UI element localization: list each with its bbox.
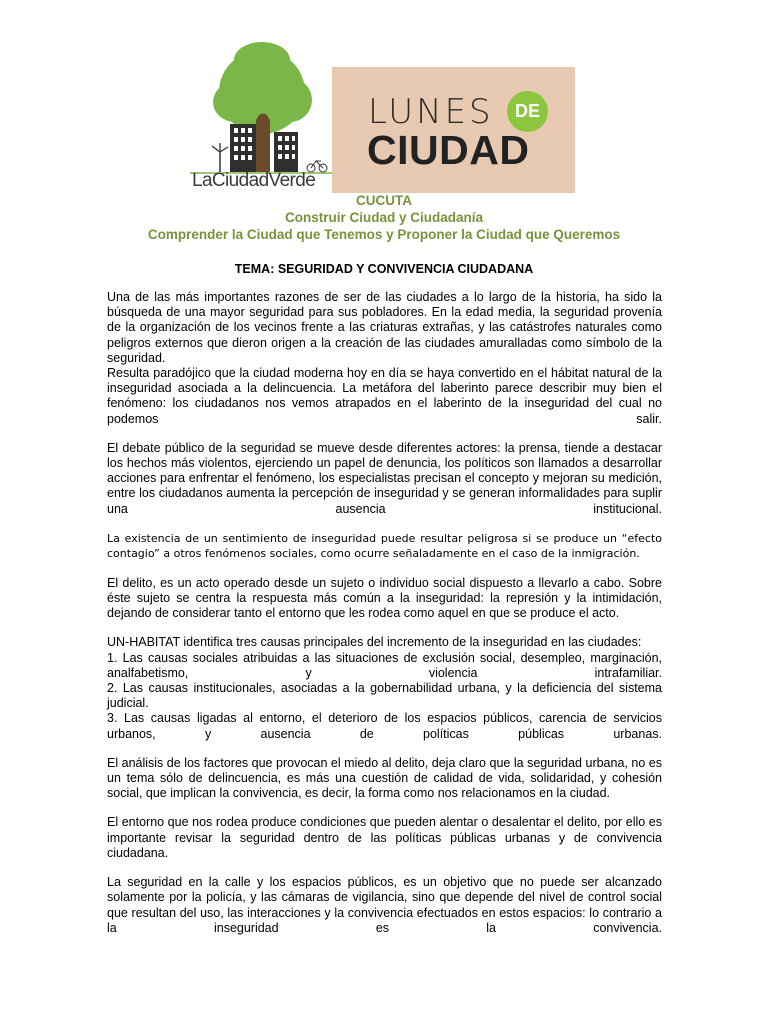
subtitle-heading: Construir Ciudad y Ciudadanía — [284, 210, 484, 225]
document-body — [107, 290, 662, 936]
paragraph: El entorno que nos rodea produce condiciones que pueden alentar o desalentar el delito, por ello es importante revisar la seguridad dentro de las políticas públicas urbanas y de convivencia ciudadana. — [107, 815, 662, 860]
paragraph: La seguridad en la calle y los espacios públicos, es un objetivo que no puede ser alcanzado solamente por la policía, y las cámaras de vigilancia, sino que depende del nivel de control social que resultan del uso, las interacciones y la convivencia efectuados en estos espacios: lo contrario a la inseguridad es la convivencia. — [107, 875, 662, 935]
logo-ciudad-word: CIUDAD — [367, 127, 530, 173]
lunes-de-ciudad-logo — [332, 67, 575, 193]
list-item: 1. Las causas sociales atribuidas a las situaciones de exclusión social, desempleo, marginación, analfabetismo, y violencia intrafamiliar. — [107, 650, 662, 680]
paragraph: La existencia de un sentimiento de inseguridad puede resultar peligrosa si se produce un “efecto contagio” a otros fenómenos sociales, como ocurre señaladamente en el caso de la inmigración. — [107, 531, 662, 561]
logo-de-badge: DE — [507, 91, 548, 132]
document-topic: TEMA: SEGURIDAD Y CONVIVENCIA CIUDADANA — [234, 262, 534, 276]
paragraph: El delito, es un acto operado desde un sujeto o individuo social dispuesto a llevarlo a cabo. Sobre éste sujeto se centra la respuesta más común a la inseguridad: la represión y la intimidación, dejando de considerar tanto el entorno que les rodea como aquel en que se produce el acto. — [107, 575, 662, 621]
tree-buildings-icon — [190, 40, 335, 175]
city-heading: CUCUTA — [356, 193, 412, 208]
logo-lunes-word: LUNES — [368, 92, 494, 132]
paragraph: UN-HABITAT identifica tres causas principales del incremento de la inseguridad en las ciudades: — [107, 635, 642, 650]
la-ciudad-verde-logo — [190, 40, 335, 200]
paragraph: Una de las más importantes razones de ser de las ciudades a lo largo de la historia, ha sido la búsqueda de una mayor seguridad para sus pobladores. En la edad media, la seguridad provenía de la organización de los vecinos frente a las criaturas extrañas, y las catástrofes naturales como peligros externos que dieron origen a la creación de las ciudades amuralladas como símbolo de la seguridad. — [107, 290, 662, 365]
tagline-heading: Comprender la Ciudad que Tenemos y Proponer la Ciudad que Queremos — [147, 227, 621, 242]
logo-wordmark: LaCiudadVerde — [192, 170, 316, 191]
list-item: 3. Las causas ligadas al entorno, el deterioro de los espacios públicos, carencia de servicios urbanos, y ausencia de políticas públicas urbanas. — [107, 711, 662, 741]
list-item: 2. Las causas institucionales, asociadas a la gobernabilidad urbana, y la deficiencia del sistema judicial. — [107, 681, 662, 711]
paragraph: Resulta paradójico que la ciudad moderna hoy en día se haya convertido en el hábitat natural de la inseguridad asociada a la delincuencia. La metáfora del laberinto parece describir muy bien el fenómeno: los ciudadanos nos vemos atrapados en el laberinto de la inseguridad del cual no podemos salir. — [107, 366, 662, 426]
paragraph: El debate público de la seguridad se mueve desde diferentes actores: la prensa, tiende a destacar los hechos más violentos, ejerciendo un papel de denuncia, los políticos son llamados a desarrollar acciones para enfrentar el fenómeno, los especialistas precisan el concepto y mejoran su medición, entre los ciudadanos aumenta la percepción de inseguridad y se generan informalidades para suplir una ausencia institucional. — [107, 440, 662, 516]
paragraph: El análisis de los factores que provocan el miedo al delito, deja claro que la seguridad urbana, no es un tema sólo de delincuencia, es más una cuestión de calidad de vida, solidaridad, y cohesión social, que implican la convivencia, es decir, la forma como nos relacionamos en la ciudad. — [107, 755, 662, 801]
